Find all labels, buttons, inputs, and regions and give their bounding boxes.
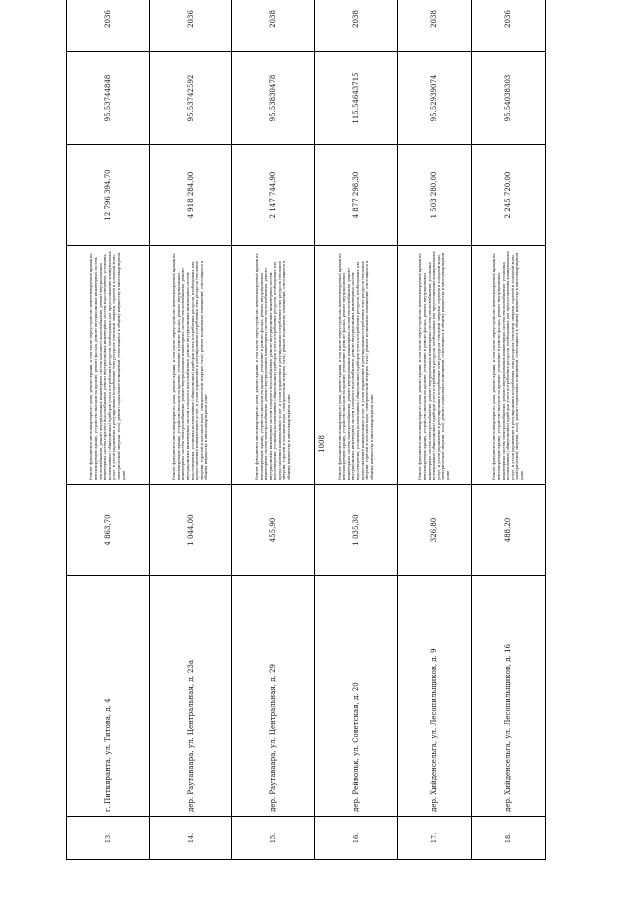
cost-cell: 4 877 298,30 — [315, 145, 398, 246]
area-cell: 1 035,30 — [315, 485, 398, 576]
row-number: 16. — [315, 817, 398, 860]
works-description-cell: Ремонт фундамента многоквартирного дома; ремонт крыши, в том числе переустройство невентилируемой крыши на вентилируемую крышу, устройство выходов на кровлю; утепление и ремонт фасада, ремонт внутридомовых инженерных систем электроснабжения, ремонт внутридомовых инженерных систем теплоснабжения, ремонт внутридомовых инженерных систем холодного водоснабжения, ремонт внутридомовых инженерных систем водоотведения; установка коллективных (общедомовых) приборов учета потребления ресурсов, необходимых для предоставления коммунальных услуг, и узлов управления и регулирования потребления этих ресурсов (тепловой энергии, горячей и холодной воды, электрической энергии, газа); ремонт подвальных помещений, относящихся к общему имуществу в многоквартирном доме — [315, 246, 398, 485]
table-row — [149, 0, 232, 860]
area-cell: 326,80 — [397, 485, 471, 576]
rotated-table-container — [66, 10, 546, 860]
year-cell: 2038 — [315, 0, 398, 52]
area-cell: 1 044,00 — [149, 485, 232, 576]
works-description-cell: Ремонт фундамента многоквартирного дома; ремонт крыши, в том числе переустройство невентилируемой крыши на вентилируемую крышу, устройство выходов на кровлю; ремонт фасада, ремонт внутридомовых инженерных систем теплоснабжения, ремонт внутридомовых инженерных систем холодного водоснабжения, ремонт внутридомовых инженерных систем горячего водоснабжения, ремонт внутридомовых инженерных систем водоотведения; установка коллективных (общедомовых) приборов учета потребления ресурсов, необходимых для предоставления коммунальных услуг, и узлов управления и регулирования потребления этих ресурсов (тепловой энергии, горячей и холодной воды, электрической энергии, газа); ремонт подвальных помещений, относящихся к общему имуществу в многоквартирном доме — [67, 246, 150, 485]
row-number: 18. — [471, 817, 545, 860]
table-row — [67, 0, 150, 860]
cost-cell: 4 918 284,00 — [149, 145, 232, 246]
works-description-cell: Ремонт фундамента многоквартирного дома; ремонт крыши, в том числе переустройство невентилируемой крыши на вентилируемую крышу, устройство выходов на кровлю; утепление и ремонт фасада, ремонт внутридомовых инженерных систем электроснабжения, ремонт внутридомовых инженерных систем теплоснабжения, ремонт внутридомовых инженерных систем холодного водоснабжения, ремонт внутридомовых инженерных систем водоотведения; установка коллективных (общедомовых) приборов учета потребления ресурсов, необходимых для предоставления коммунальных услуг, и узлов управления и регулирования потребления этих ресурсов (тепловой энергии, горячей и холодной воды, электрической энергии, газа); ремонт подвальных помещений, относящихся к общему имуществу в многоквартирном доме — [232, 246, 315, 485]
cost-cell: 12 796 394,70 — [67, 145, 150, 246]
code-cell: 95.53742592 — [149, 52, 232, 145]
table-row — [471, 0, 545, 860]
cost-cell: 2 147 744,90 — [232, 145, 315, 246]
address-cell: г. Питкяранта, ул. Титова, д. 4 — [67, 576, 150, 817]
works-description-cell: Ремонт фундамента многоквартирного дома; ремонт крыши, в том числе переустройство невентилируемой крыши на вентилируемую крышу, устройство выходов на кровлю; утепление и ремонт фасада, ремонт внутридомовых инженерных систем электроснабжения, ремонт внутридомовых инженерных систем теплоснабжения; установка коллективных (общедомовых) приборов учета потребления ресурсов, необходимых для предоставления коммунальных услуг, и узлов управления и регулирования потребления этих ресурсов (тепловой энергии, горячей и холодной воды, электрической энергии, газа); ремонт подвальных помещений, относящихся к общему имуществу в многоквартирном доме — [471, 246, 545, 485]
area-cell: 488,20 — [471, 485, 545, 576]
year-cell: 2038 — [397, 0, 471, 52]
works-description-cell: Ремонт фундамента многоквартирного дома; ремонт крыши, в том числе переустройство невентилируемой крыши на вентилируемую крышу, устройство выходов на кровлю; утепление и ремонт фасада, ремонт внутридомовых инженерных систем электроснабжения, ремонт внутридомовых инженерных систем теплоснабжения; установка коллективных (общедомовых) приборов учета потребления ресурсов, необходимых для предоставления коммунальных услуг, и узлов управления и регулирования потребления этих ресурсов (тепловой энергии, горячей и холодной воды, электрической энергии, газа); ремонт подвальных помещений, относящихся к общему имуществу в многоквартирном доме — [397, 246, 471, 485]
address-cell: дер. Раутаваара, ул. Центральная, д. 29 — [232, 576, 315, 817]
address-cell: дер. Рейвольк, ул. Советская, д. 20 — [315, 576, 398, 817]
page-number: 1008 — [317, 435, 326, 453]
row-number: 17. — [397, 817, 471, 860]
row-number: 13. — [67, 817, 150, 860]
address-cell: дер. Раутаваара, ул. Центральная, д. 23а — [149, 576, 232, 817]
repair-program-table — [66, 0, 546, 860]
works-description-cell: Ремонт фундамента многоквартирного дома; ремонт крыши, в том числе переустройство невентилируемой крыши на вентилируемую крышу, устройство выходов на кровлю; утепление и ремонт фасада, ремонт внутридомовых инженерных систем электроснабжения, ремонт внутридомовых инженерных систем теплоснабжения, ремонт внутридомовых инженерных систем холодного водоснабжения, ремонт внутридомовых инженерных систем водоотведения; установка коллективных (общедомовых) приборов учета потребления ресурсов, необходимых для предоставления коммунальных услуг, и узлов управления и регулирования потребления этих ресурсов (тепловой энергии, горячей и холодной воды, электрической энергии, газа); ремонт подвальных помещений, относящихся к общему имуществу в многоквартирном доме — [149, 246, 232, 485]
row-number: 14. — [149, 817, 232, 860]
code-cell: 95.54038303 — [471, 52, 545, 145]
table-row — [397, 0, 471, 860]
table-row — [315, 0, 398, 860]
year-cell: 2036 — [471, 0, 545, 52]
year-cell: 2036 — [149, 0, 232, 52]
cost-cell: 1 503 280,00 — [397, 145, 471, 246]
code-cell: 95.52939074 — [397, 52, 471, 145]
code-cell: 95.53830478 — [232, 52, 315, 145]
year-cell: 2036 — [67, 0, 150, 52]
area-cell: 4 863,70 — [67, 485, 150, 576]
code-cell: 115.54643715 — [315, 52, 398, 145]
table-row — [232, 0, 315, 860]
year-cell: 2038 — [232, 0, 315, 52]
area-cell: 455,90 — [232, 485, 315, 576]
address-cell: дер. Хийденсельга, ул. Лесопильщиков, д. 9 — [397, 576, 471, 817]
row-number: 15. — [232, 817, 315, 860]
address-cell: дер. Хийденсельга, ул. Лесопильщиков, д. 16 — [471, 576, 545, 817]
cost-cell: 2 245 720,00 — [471, 145, 545, 246]
code-cell: 95.53744848 — [67, 52, 150, 145]
